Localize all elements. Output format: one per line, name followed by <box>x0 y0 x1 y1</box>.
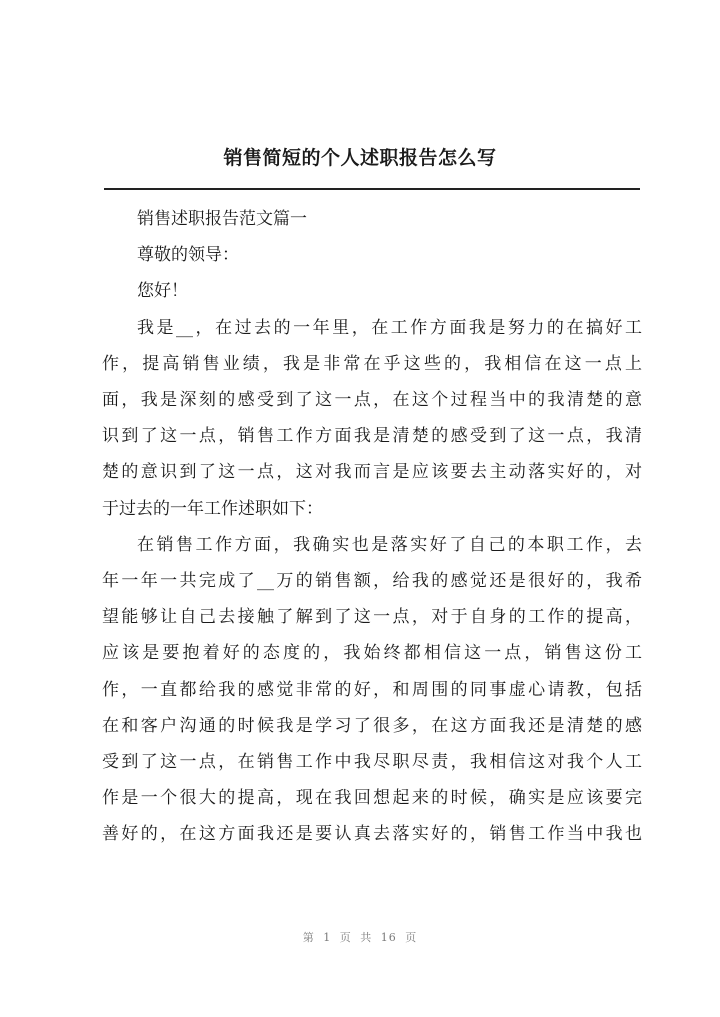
text-line: 我是__，在过去的一年里，在工作方面我是努力的在搞好工 <box>137 317 642 338</box>
text-line: 识到了这一点，销售工作方面我是清楚的感受到了这一点，我清 <box>102 426 642 447</box>
greeting: 您好！ <box>137 281 188 302</box>
title-divider <box>104 188 640 190</box>
page-number-footer: 第 1 页 共 16 页 <box>302 931 418 944</box>
text-line: 作，一直都给我的感觉非常的好，和周围的同事虚心请教，包括 <box>102 679 642 700</box>
text-line: 在销售工作方面，我确实也是落实好了自己的本职工作，去 <box>137 534 642 555</box>
text-line: 面，我是深刻的感受到了这一点，在这个过程当中的我清楚的意 <box>102 390 642 411</box>
text-line: 年一年一共完成了__万的销售额，给我的感觉还是很好的，我希 <box>102 571 642 592</box>
text-line: 作是一个很大的提高，现在我回想起来的时候，确实是应该要完 <box>102 788 642 809</box>
salutation: 尊敬的领导： <box>137 245 239 266</box>
text-line: 望能够让自己去接触了解到了这一点，对于自身的工作的提高， <box>102 607 642 628</box>
text-line: 于过去的一年工作述职如下： <box>102 498 323 519</box>
paragraph-2 <box>102 527 642 853</box>
text-line: 受到了这一点，在销售工作中我尽职尽责，我相信这对我个人工 <box>102 752 642 773</box>
text-line: 在和客户沟通的时候我是学习了很多，在这方面我还是清楚的感 <box>102 715 642 736</box>
document-title: 销售简短的个人述职报告怎么写 <box>223 147 497 169</box>
text-line: 应该是要抱着好的态度的，我始终都相信这一点，销售这份工 <box>102 643 642 664</box>
document-body <box>102 201 642 853</box>
text-line: 善好的，在这方面我还是要认真去落实好的，销售工作当中我也 <box>102 824 642 845</box>
paragraph-1 <box>102 310 642 527</box>
text-line: 作，提高销售业绩，我是非常在乎这些的，我相信在这一点上 <box>102 353 642 374</box>
text-line: 楚的意识到了这一点，这对我而言是应该要去主动落实好的，对 <box>102 462 642 483</box>
section-heading: 销售述职报告范文篇一 <box>137 209 307 229</box>
